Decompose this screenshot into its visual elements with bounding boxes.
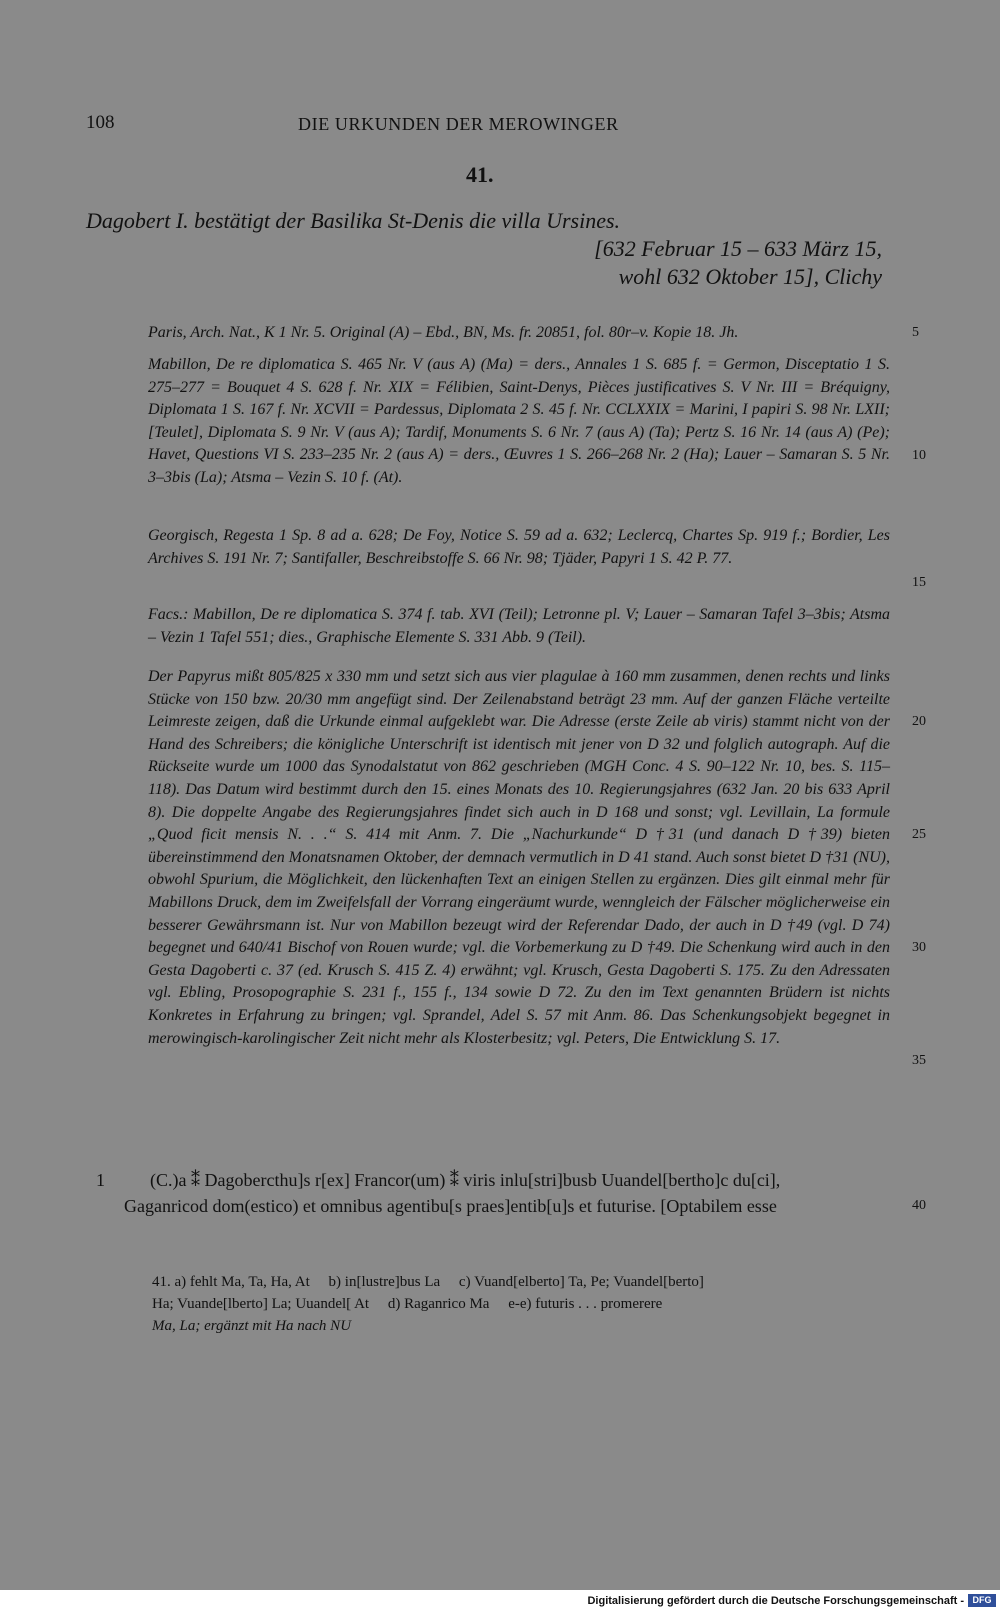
facsimiles-paragraph: Facs.: Mabillon, De re diplomatica S. 374 f. tab. XVI (Teil); Letronne pl. V; Lauer – Samaran Tafel 3–3bis; Atsma – Vezin 1 Tafel 551; dies., Graphische Elemente S. 331 Abb. 9 (Teil). (148, 606, 890, 646)
line-number: 5 (912, 325, 919, 340)
line-number: 40 (912, 1198, 926, 1213)
line-number: 20 (912, 714, 926, 729)
line-number: 10 (912, 448, 926, 463)
charter-text-line: (C.)a ⁑ Dagobercthu]s r[ex] Francor(um) ⁑ viris inlu[stri]busb Uuandel[bertho]c du[ci], (150, 1170, 781, 1190)
digitization-footer (0, 1590, 1000, 1612)
footnote-line: Ha; Vuande[lberto] La; Uuandel[ At d) Raganrico Ma e-e) futuris . . . promerere (152, 1296, 663, 1312)
charter-text-line: Gaganricod dom(estico) et omnibus agentibu[s praes]entib[u]s et futurise. [Optabilem esse (124, 1196, 777, 1216)
document-title: Dagobert I. bestätigt der Basilika St-Denis die villa Ursines. (86, 208, 621, 233)
commentary-paragraph: Der Papyrus mißt 805/825 x 330 mm und setzt sich aus vier plagulae à 160 mm zusammen, denen rechts und links Stücke von 150 bzw. 20/30 mm angefügt sind. Der Zeilenabstand beträgt 23 mm. Auf der ganzen Fläche verteilte Leimreste zeigen, daß die Urkunde einmal aufgeklebt war. Die Adresse (erste Zeile ab viris) stammt nicht von der Hand des Schreibers; die königliche Unterschrift ist identisch mit jener von D 32 und folglich autograph. Auf die Rückseite wurde um 1000 das Synodalstatut von 862 geschrieben (MGH Conc. 4 S. 90–122 Nr. 10, bes. S. 115–118). Das Datum wird bestimmt durch den 15. eines Monats des 10. Regierungsjahres (632 Jan. 20 bis 633 April 8). Die doppelte Angabe des Regierungsjahres findet sich auch in D 168 und sonst; vgl. Levillain, La formule „Quod ficit mensis N. . .“ S. 414 mit Anm. 7. Die „Nachurkunde“ D †31 (und danach D †39) bieten übereinstimmend den Monatsnamen Oktober, der demnach vermutlich in D 41 stand. Auch sonst bietet D †31 (NU), obwohl Spurium, die Möglichkeit, den lückenhaften Text an einigen Stellen zu ergänzen. Dies gilt einmal mehr für Mabillons Druck, dem im Zweifelsfall der Vorrang eingeräumt wurde, wenngleich der Fälscher möglicherweise ein besserer Gewährsmann ist. Nur von Mabillon bezeugt wird der Referendar Dado, der auch in D †49 (vgl. D 74) begegnet und 640/41 Bischof von Rouen wurde; vgl. die Vorbemerkung zu D †49. Die Schenkung wird auch in den Gesta Dagoberti c. 37 (ed. Krusch S. 415 Z. 4) erwähnt; vgl. Krusch, Gesta Dagoberti S. 175. Zu den Adressaten vgl. Ebling, Prosopographie S. 231 f., 155 f., 134 sowie D 72. Zu den im Text genannten Brüdern ist nichts Konkretes in Erfahrung zu bringen; vgl. Sprandel, Adel S. 57 mit Anm. 86. Das Schenkungsobjekt begegnet in merowingisch-karolingischer Zeit nicht mehr als Klosterbesitz; vgl. Peters, Die Entwicklung S. 17. (148, 668, 890, 1047)
date-line: [632 Februar 15 – 633 März 15, (594, 236, 882, 261)
line-number: 30 (912, 940, 926, 955)
footnote-line: 41. a) fehlt Ma, Ta, Ha, At b) in[lustre]bus La c) Vuand[elberto] Ta, Pe; Vuandel[berto] (152, 1274, 704, 1290)
page-number: 108 (86, 112, 115, 133)
regesta-paragraph: Georgisch, Regesta 1 Sp. 8 ad a. 628; De Foy, Notice S. 59 ad a. 632; Leclercq, Chartes Sp. 919 f.; Bordier, Les Archives S. 191 Nr. 7; Santifaller, Beschreibstoffe S. 66 Nr. 98; Tjäder, Papyri 1 S. 42 P. 77. (148, 527, 890, 567)
funding-notice: Digitalisierung gefördert durch die Deutsche Forschungsgemeinschaft - (587, 1595, 964, 1607)
line-number: 35 (912, 1053, 926, 1068)
editions-paragraph: Mabillon, De re diplomatica S. 465 Nr. V (aus A) (Ma) = ders., Annales 1 S. 685 f. = Germon, Disceptatio 1 S. 275–277 = Bouquet 4 S. 628 f. Nr. XIX = Félibien, Saint-Denys, Pièces justificatives S. V Nr. III = Bréquigny, Diplomata 1 S. 167 f. Nr. XCVII = Pardessus, Diplomata 2 S. 45 f. Nr. CCLXXIX = Marini, I papiri S. 98 Nr. LXII; [Teulet], Diplomata S. 9 Nr. V (aus A); Tardif, Monuments S. 6 Nr. 7 (aus A) (Ta); Pertz S. 16 Nr. 14 (aus A) (Pe); Havet, Questions VI S. 233–235 Nr. 2 (aus A) = ders., Œuvres 1 S. 266–268 Nr. 2 (Ha); Lauer – Samaran S. 5 Nr. 3–3bis (La); Atsma – Vezin S. 10 f. (At). (148, 356, 890, 486)
running-title: DIE URKUNDEN DER MEROWINGER (298, 114, 619, 134)
tradition-paragraph: Paris, Arch. Nat., K 1 Nr. 5. Original (A) – Ebd., BN, Ms. fr. 20851, fol. 80r–v. Kopie 18. Jh. (148, 324, 739, 341)
line-number: 25 (912, 827, 926, 842)
line-number: 15 (912, 575, 926, 590)
document-number: 41. (466, 162, 494, 187)
charter-line-marker: 1 (96, 1170, 105, 1190)
footnote-line: Ma, La; ergänzt mit Ha nach NU (152, 1318, 352, 1334)
dfg-logo: DFG (968, 1594, 996, 1607)
date-place-line: wohl 632 Oktober 15], Clichy (618, 264, 882, 289)
